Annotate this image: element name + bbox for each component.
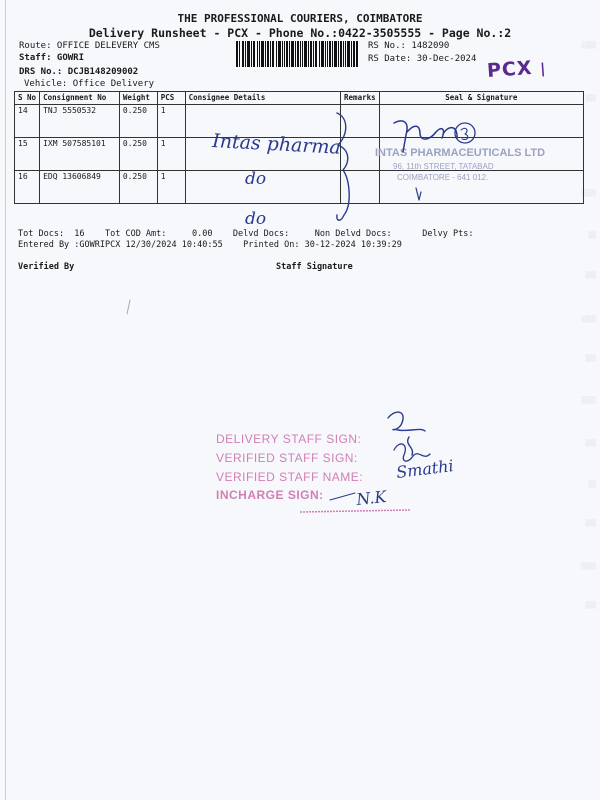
cell-remarks xyxy=(341,105,380,138)
col-header-remarks: Remarks xyxy=(341,92,380,105)
cell-seal xyxy=(379,105,583,138)
bleed-through: ░░░░ ░░░ ░░░░ ░░ ░░░ ░░░░ ░░░ ░░░░ ░░░ ░░ ░░░ ░░░░ ░░░ xyxy=(581,42,596,609)
incharge-underline xyxy=(330,493,355,500)
handwritten-consignee-3: do xyxy=(245,209,267,229)
col-header-consignment: Consignment No xyxy=(40,92,120,105)
cell-pcs: 1 xyxy=(157,171,185,204)
col-header-pcs: PCS xyxy=(157,92,185,105)
cell-sno: 16 xyxy=(15,171,40,204)
col-header-sno: S No xyxy=(15,92,40,105)
cell-consignment: TNJ 5550532 xyxy=(40,105,120,138)
handwritten-consignee-1: Intas pharma xyxy=(211,130,342,159)
cell-consignee xyxy=(185,105,340,138)
incharge-sign-label: INCHARGE SIGN: xyxy=(216,488,324,502)
route-text: Route: OFFICE DELEVERY CMS xyxy=(19,41,160,51)
cell-sno: 14 xyxy=(15,105,40,138)
cell-weight: 0.250 xyxy=(119,138,157,171)
table-header-row xyxy=(15,92,584,105)
staff-text: Staff: GOWRI xyxy=(19,53,85,63)
handwritten-staff-name: Smathi xyxy=(395,456,455,482)
cell-pcs: 1 xyxy=(157,138,185,171)
cell-remarks xyxy=(341,138,380,171)
entered-by-line: Entered By :GOWRIPCX 12/30/2024 10:40:55 Printed On: 30-12-2024 10:39:29 xyxy=(18,240,402,250)
cell-consignment: IXM 507585101 xyxy=(40,138,120,171)
delivery-sign-icon xyxy=(388,412,425,455)
cell-consignee xyxy=(185,171,340,204)
verified-by-label: Verified By xyxy=(18,262,75,272)
cell-consignment: EDQ 13606849 xyxy=(40,171,120,204)
table-row xyxy=(15,171,584,204)
cell-pcs: 1 xyxy=(157,105,185,138)
handwritten-incharge: N.K xyxy=(355,486,388,509)
handwritten-consignee-2: do xyxy=(245,169,267,189)
pen-mark xyxy=(127,300,130,314)
col-header-seal: Seal & Signature xyxy=(379,92,583,105)
staff-signature-label: Staff Signature xyxy=(276,262,353,272)
verified-staff-name-label: VERIFIED STAFF NAME: xyxy=(216,470,364,484)
table-row xyxy=(15,105,584,138)
page-edge xyxy=(5,0,6,800)
cell-consignee xyxy=(185,138,340,171)
rs-number: RS No.: 1482090 xyxy=(368,41,450,51)
cell-remarks xyxy=(341,171,380,204)
barcode-image xyxy=(236,41,358,67)
stamp-underline xyxy=(300,508,410,514)
delivery-staff-sign-label: DELIVERY STAFF SIGN: xyxy=(216,432,362,446)
cell-weight: 0.250 xyxy=(119,105,157,138)
cell-weight: 0.250 xyxy=(119,171,157,204)
cell-sno: 15 xyxy=(15,138,40,171)
col-header-consignee: Consignee Details xyxy=(185,92,340,105)
col-header-weight: Weight xyxy=(119,92,157,105)
company-stamp-city: COIMBATORE - 641 012. xyxy=(397,173,489,182)
vehicle-text: Vehicle: Office Delivery xyxy=(24,79,155,89)
drs-number: DRS No.: DCJB148209002 xyxy=(19,67,139,77)
runsheet-title: Delivery Runsheet - PCX - Phone No.:0422-3505555 - Page No.:2 xyxy=(88,26,512,40)
company-title: THE PROFESSIONAL COURIERS, COIMBATORE xyxy=(177,12,423,25)
rs-date: RS Date: 30-Dec-2024 xyxy=(368,54,477,64)
company-stamp-street: 96, 11th STREET, TATABAD xyxy=(393,162,494,171)
pcx-stamp: PCX | xyxy=(486,56,547,83)
totals-line: Tot Docs: 16 Tot COD Amt: 0.00 Delvd Docs: Non Delvd Docs: Delvy Pts: xyxy=(18,229,474,239)
verified-sign-icon xyxy=(394,444,430,461)
verified-staff-sign-label: VERIFIED STAFF SIGN: xyxy=(216,451,358,465)
company-stamp-name: INTAS PHARMACEUTICALS LTD xyxy=(375,147,546,159)
